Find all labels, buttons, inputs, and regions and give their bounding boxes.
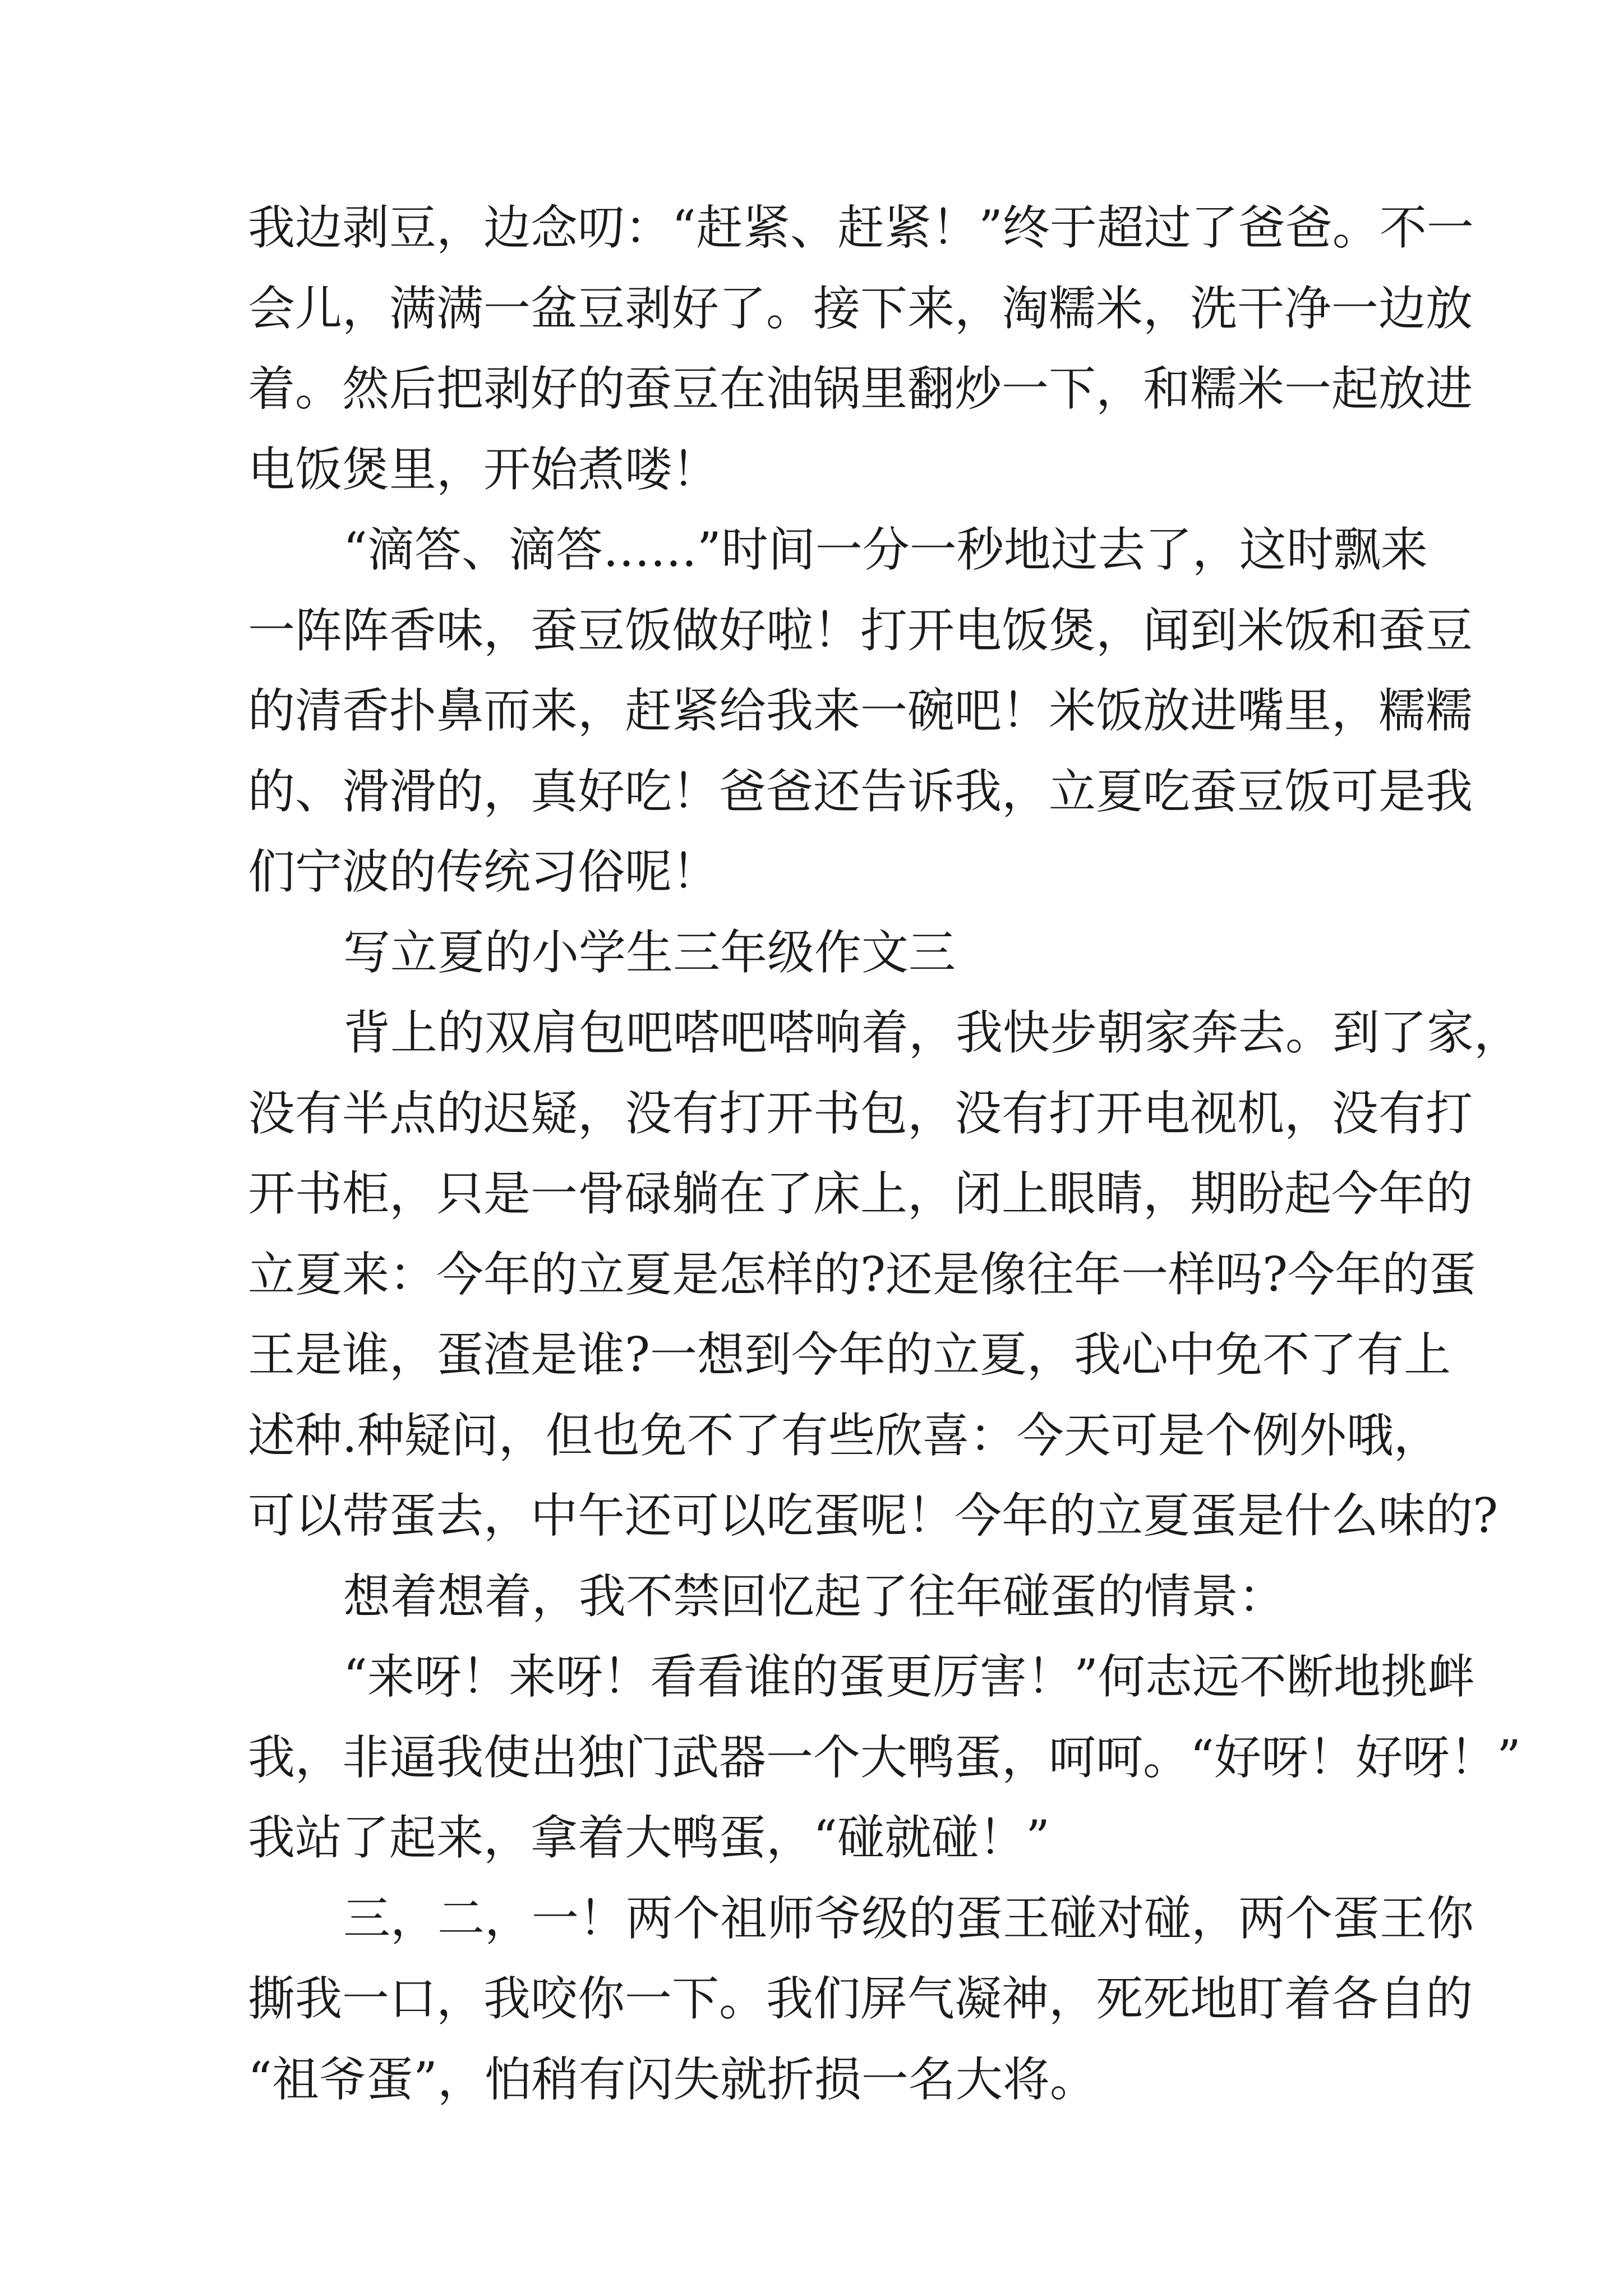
text-line: 我边剥豆，边念叨：“赶紧、赶紧！”终于超过了爸爸。不一 <box>248 200 1474 255</box>
text-line: 们宁波的传统习俗呢！ <box>248 844 720 899</box>
text-line: 三，二，一！两个祖师爷级的蛋王碰对碰，两个蛋王你 <box>343 1890 1474 1946</box>
text-line: 电饭煲里，开始煮喽！ <box>248 441 720 497</box>
text-line: 撕我一口，我咬你一下。我们屏气凝神，死死地盯着各自的 <box>248 1971 1473 2026</box>
text-line: 述种.种疑问，但也免不了有些欣喜：今天可是个例外哦， <box>248 1407 1441 1463</box>
text-line: 没有半点的迟疑，没有打开书包，没有打开电视机，没有打 <box>248 1085 1473 1141</box>
text-line: 想着想着，我不禁回忆起了往年碰蛋的情景： <box>343 1568 1286 1624</box>
text-line: 背上的双肩包吧嗒吧嗒响着，我快步朝家奔去。到了家， <box>343 1005 1521 1060</box>
text-line: 开书柜，只是一骨碌躺在了床上，闭上眼睛，期盼起今年的 <box>248 1166 1473 1221</box>
text-line: 王是谁，蛋渣是谁?一想到今年的立夏，我心中免不了有上 <box>248 1327 1451 1382</box>
body-text <box>248 188 1521 2120</box>
text-line: 会儿，满满一盆豆剥好了。接下来，淘糯米，洗干净一边放 <box>248 280 1473 336</box>
text-line: 我，非逼我使出独门武器一个大鸭蛋，呵呵。“好呀！好呀！” <box>248 1729 1521 1785</box>
text-line: 一阵阵香味，蚕豆饭做好啦！打开电饭煲，闻到米饭和蚕豆 <box>248 602 1473 658</box>
text-line: 立夏来：今年的立夏是怎样的?还是像往年一样吗?今年的蛋 <box>248 1246 1477 1302</box>
text-line: 着。然后把剥好的蚕豆在油锅里翻炒一下，和糯米一起放进 <box>248 361 1473 416</box>
text-line: 的清香扑鼻而来，赶紧给我来一碗吧！米饭放进嘴里，糯糯 <box>248 683 1473 738</box>
text-line: “来呀！来呀！看看谁的蛋更厉害！”何志远不断地挑衅 <box>343 1649 1475 1704</box>
text-line: 写立夏的小学生三年级作文三 <box>343 924 956 980</box>
text-line: 我站了起来，拿着大鸭蛋，“碰就碰！” <box>248 1810 1050 1865</box>
text-line: 的、滑滑的，真好吃！爸爸还告诉我，立夏吃蚕豆饭可是我 <box>248 763 1473 819</box>
text-line: “滴答、滴答……”时间一分一秒地过去了，这时飘来 <box>343 522 1428 577</box>
text-line: 可以带蛋去，中午还可以吃蛋呢！今年的立夏蛋是什么味的? <box>248 1488 1498 1543</box>
text-line: “祖爷蛋”，怕稍有闪失就折损一名大将。 <box>248 2051 1097 2107</box>
